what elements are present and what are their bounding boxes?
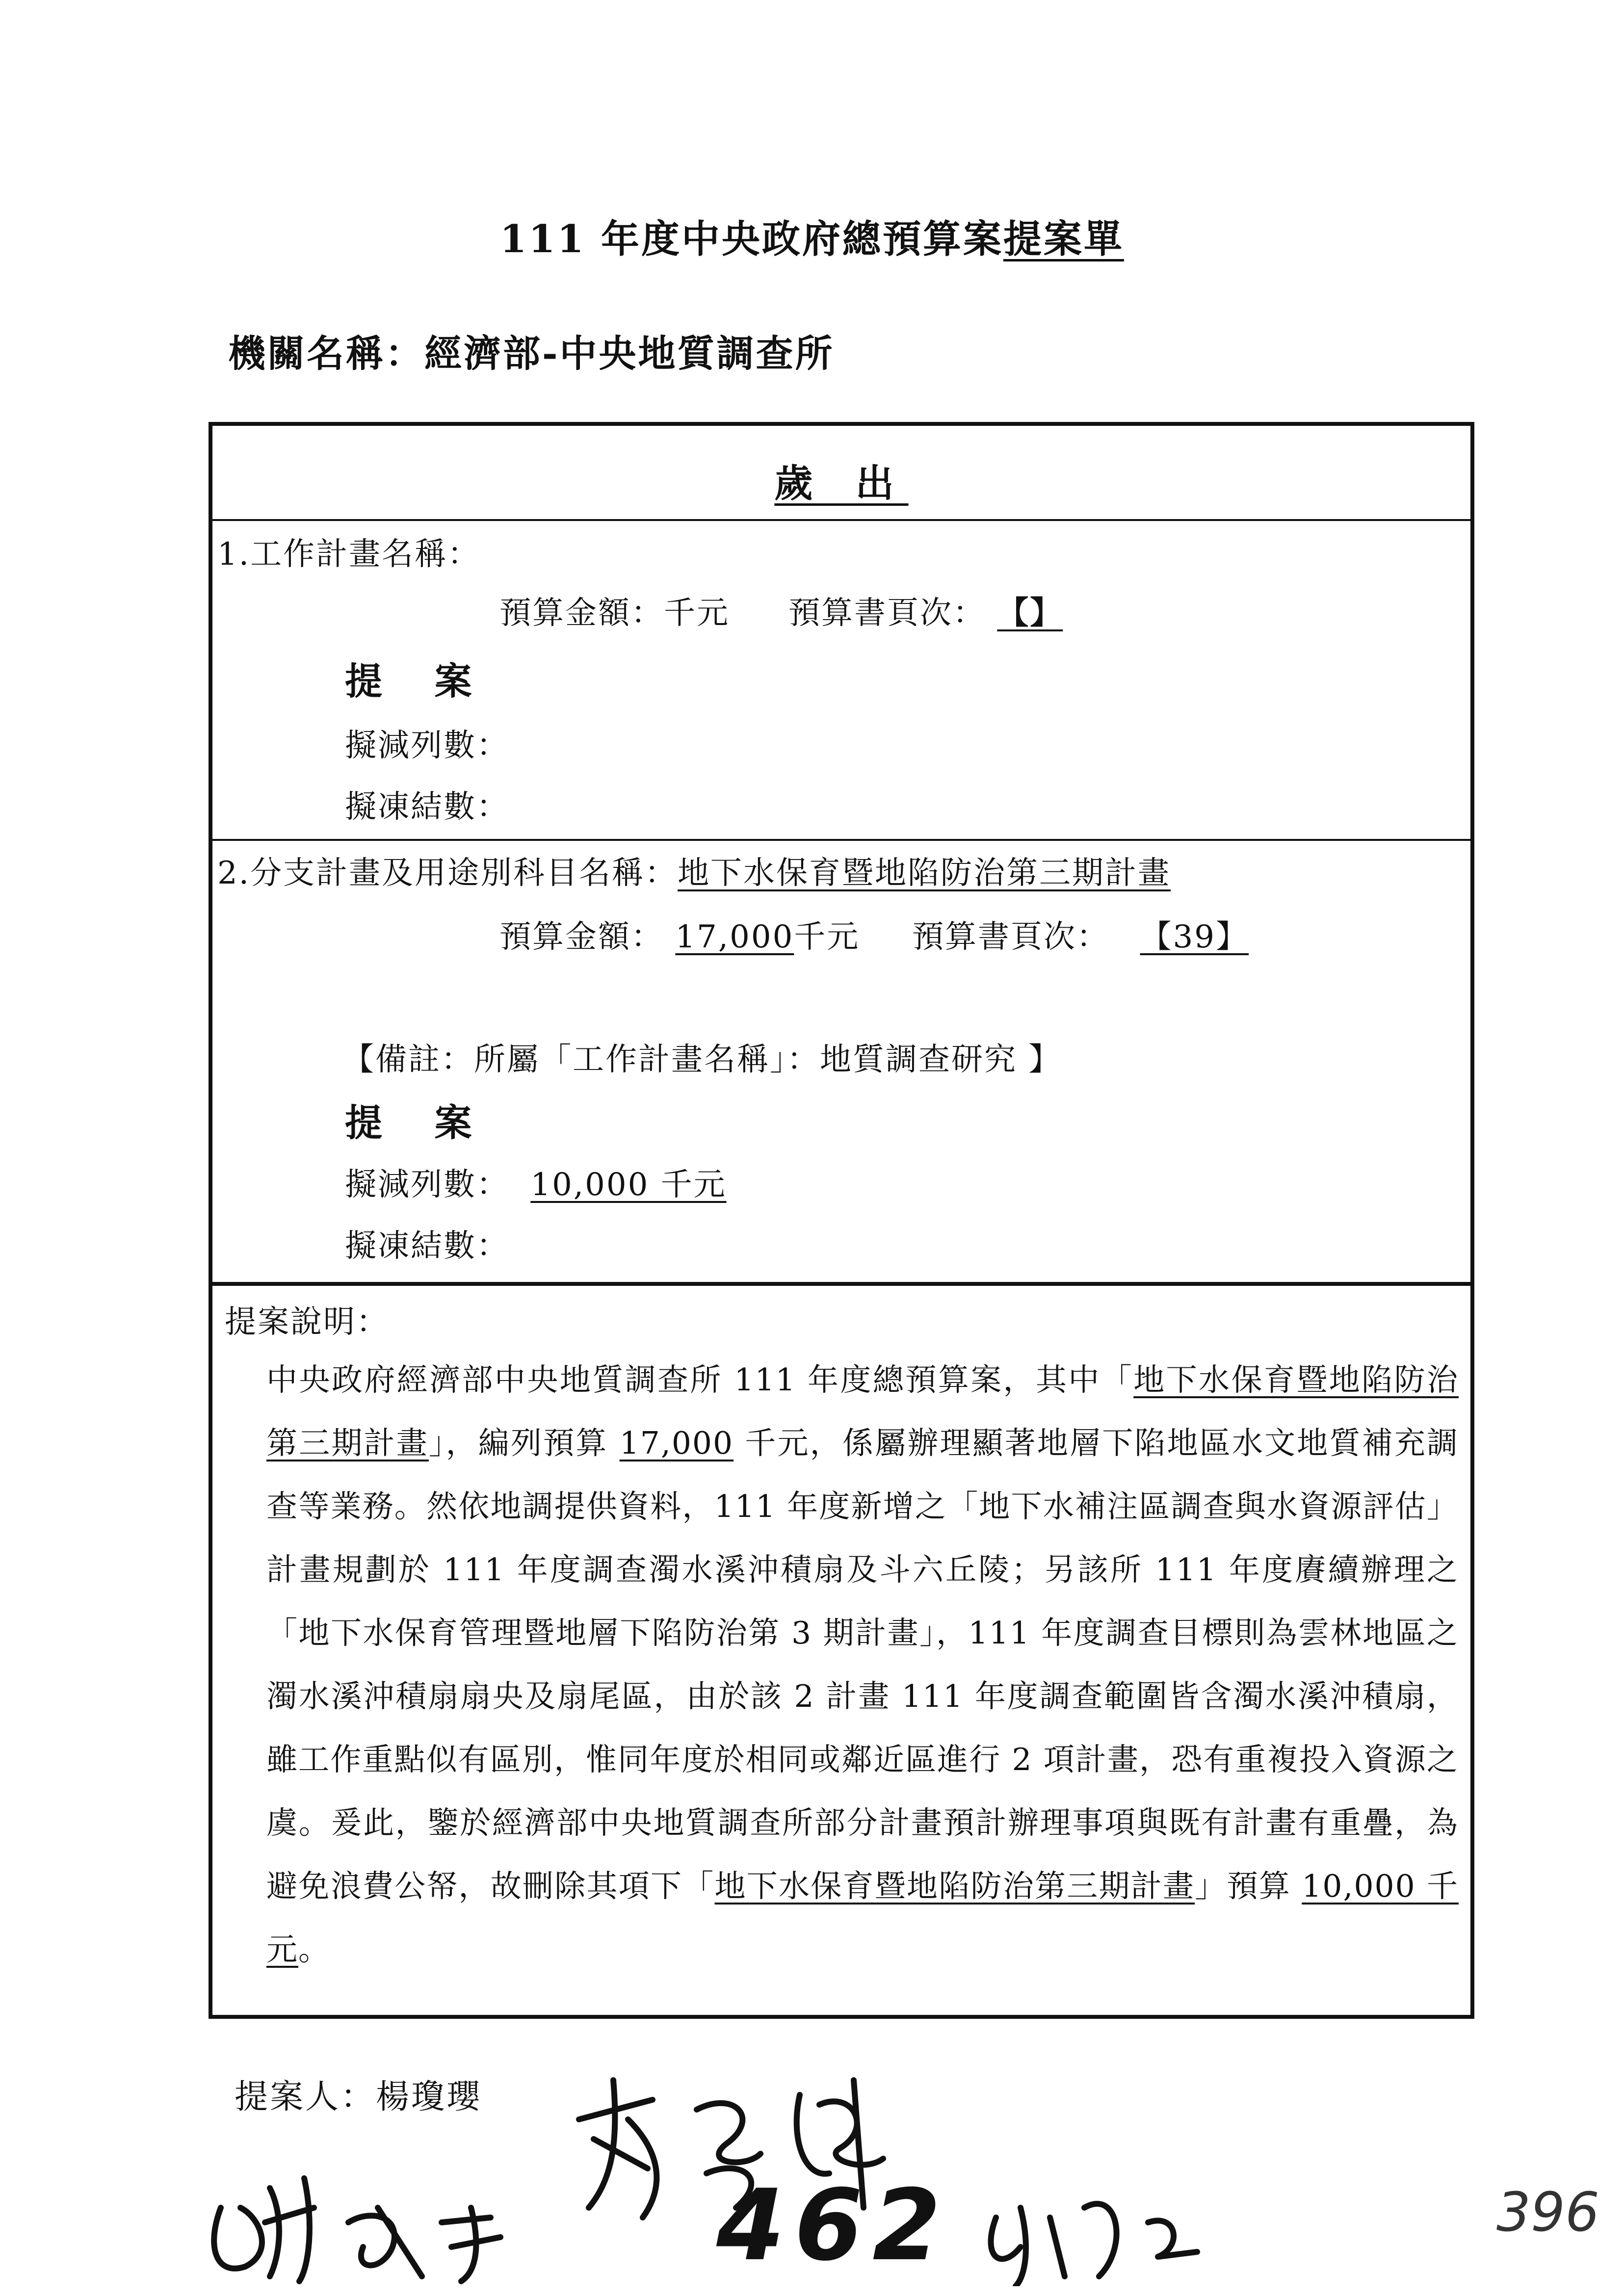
signature-stroke (579, 2080, 656, 2218)
item1-freeze-label: 擬凍結數： (345, 789, 509, 825)
signature-stroke (442, 2208, 500, 2281)
item2-note: 【備註：所屬「工作計畫名稱」：地質調查研究 】 (342, 1042, 1062, 1078)
explanation-paragraph: 中央政府經濟部中央地質調查所 111 年度總預算案，其中「地下水保育暨地陷防治第三期計畫」，編列預算 17,000 千元，係屬辦理顯著地層下陷地區水文地質補充調查等業務。然依地調提供資料，111 年度新增之「地下水補注區調查與水資源評估」計畫規劃於 111 年度調查濁水溪沖積扇及斗六丘陵；另該所 111 年度賡續辦理之「地下水保育管理暨地層下陷防治第 3 期計畫」，111 年度調查目標則為雲林地區之濁水溪沖積扇扇央及扇尾區，由於該 2 計畫 111 年度調查範圍皆含濁水溪沖積扇，雖工作重點似有區別，惟同年度於相同或鄰近區進行 2 項計畫，恐有重複投入資源之虞。爰此，鑒於經濟部中央地質調查所部分計畫預計辦理事項與既有計畫有重疊，為避免浪費公帑，故刪除其項下「地下水保育暨地陷防治第三期計畫」預算 10,000 千元。 (266, 1362, 1459, 1967)
proposal-form (209, 422, 1474, 2019)
explanation-heading: 提案說明： (225, 1304, 389, 1340)
signature-stroke (214, 2208, 262, 2269)
divider (212, 519, 1470, 521)
item1-proposal-heading: 提 案 (345, 659, 492, 703)
signature-stroke (348, 2208, 422, 2276)
divider (212, 1282, 1470, 1286)
item1-budget-row: 預算金額：千元 預算書頁次： 【】 (499, 595, 1063, 631)
signature-stroke (265, 2178, 314, 2281)
item1-label: 1.工作計畫名稱： (217, 536, 481, 573)
item2-label: 2.分支計畫及用途別科目名稱：地下水保育暨地陷防治第三期計畫 (217, 855, 1171, 891)
item2-reduce-row: 擬減列數： 10,000 千元 (345, 1167, 727, 1203)
signature-stroke (991, 2204, 1117, 2286)
section-heading: 歲 出 (774, 461, 909, 506)
page-mark: 396 (1496, 2181, 1599, 2244)
item1-reduce-label: 擬減列數： (345, 728, 509, 764)
item2-budget-row: 預算金額： 17,000千元 預算書頁次： 【39】 (499, 919, 1249, 955)
agency-name: 機關名稱：經濟部-中央地質調查所 (228, 332, 835, 375)
proposer: 提案人：楊瓊瓔 (235, 2078, 482, 2116)
signature-stroke (1148, 2220, 1197, 2257)
item2-freeze-label: 擬凍結數： (345, 1228, 509, 1264)
item2-proposal-heading: 提 案 (345, 1101, 492, 1145)
handwritten-number: 462 (716, 2168, 951, 2283)
divider (212, 839, 1470, 841)
document-title: 111 年度中央政府總預算案提案單 (500, 217, 1124, 261)
